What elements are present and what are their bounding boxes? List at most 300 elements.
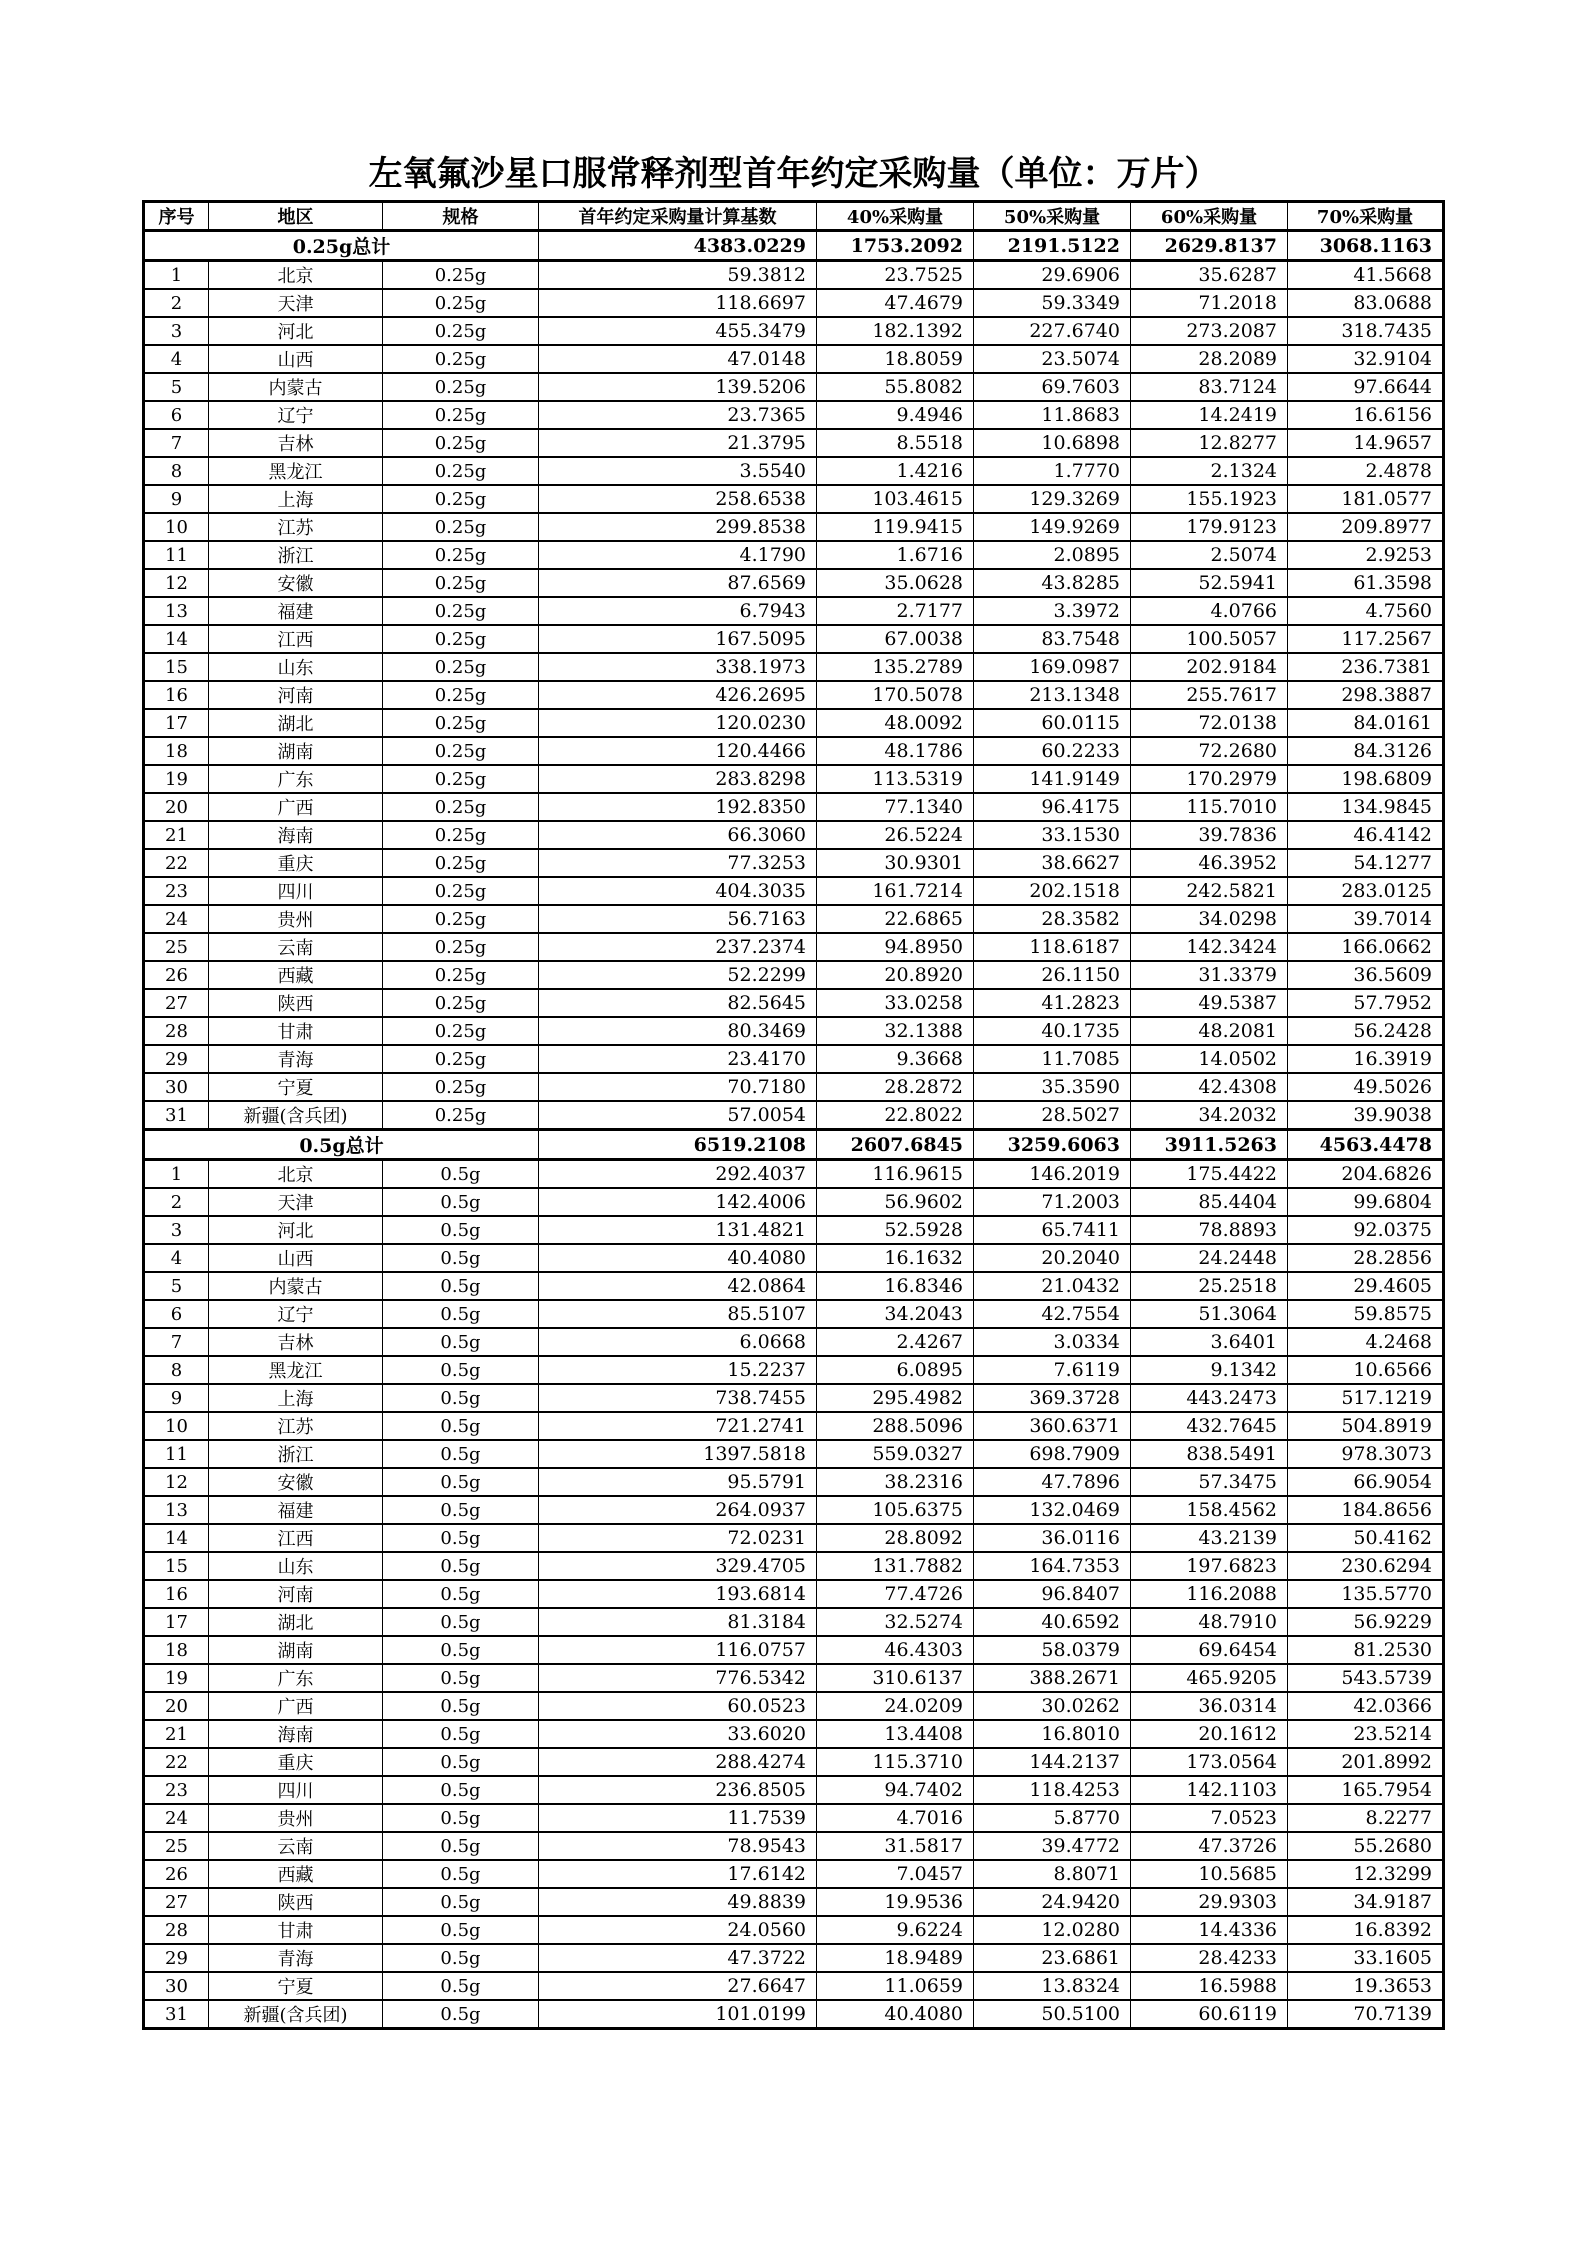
spec-cell: 0.25g (383, 877, 539, 905)
qty-70-cell: 57.7952 (1288, 989, 1444, 1017)
base-qty-cell: 258.6538 (539, 485, 817, 513)
qty-50-cell: 118.6187 (974, 933, 1131, 961)
base-qty-cell: 56.7163 (539, 905, 817, 933)
qty-70-cell: 165.7954 (1288, 1776, 1444, 1804)
base-qty-cell: 95.5791 (539, 1468, 817, 1496)
qty-60-cell: 72.2680 (1131, 737, 1288, 765)
table-row (144, 401, 1444, 429)
qty-70-cell: 56.2428 (1288, 1017, 1444, 1045)
qty-60-cell: 48.7910 (1131, 1608, 1288, 1636)
qty-70-cell: 517.1219 (1288, 1384, 1444, 1412)
region-cell: 西藏 (209, 1860, 383, 1888)
qty-70-cell: 283.0125 (1288, 877, 1444, 905)
qty-50-cell: 50.5100 (974, 2000, 1131, 2029)
qty-50-cell: 40.6592 (974, 1608, 1131, 1636)
region-cell: 江苏 (209, 513, 383, 541)
qty-40-cell: 9.4946 (817, 401, 974, 429)
region-cell: 河北 (209, 317, 383, 345)
qty-70-cell: 117.2567 (1288, 625, 1444, 653)
base-qty-cell: 85.5107 (539, 1300, 817, 1328)
table-row (144, 1045, 1444, 1073)
base-qty-cell: 49.8839 (539, 1888, 817, 1916)
spec-cell: 0.5g (383, 1636, 539, 1664)
table-row (144, 625, 1444, 653)
row-index-cell: 27 (144, 1888, 209, 1916)
row-index-cell: 21 (144, 821, 209, 849)
base-qty-cell: 1397.5818 (539, 1440, 817, 1468)
table-row (144, 1160, 1444, 1189)
base-qty-cell: 4.1790 (539, 541, 817, 569)
qty-40-cell: 94.7402 (817, 1776, 974, 1804)
qty-60-cell: 14.2419 (1131, 401, 1288, 429)
qty-40-cell: 7.0457 (817, 1860, 974, 1888)
spec-cell: 0.25g (383, 793, 539, 821)
qty-50-cell: 227.6740 (974, 317, 1131, 345)
spec-cell: 0.5g (383, 1356, 539, 1384)
qty-60-cell: 36.0314 (1131, 1692, 1288, 1720)
spec-cell: 0.5g (383, 1188, 539, 1216)
row-index-cell: 2 (144, 1188, 209, 1216)
table-row (144, 1300, 1444, 1328)
region-cell: 广西 (209, 1692, 383, 1720)
spec-cell: 0.5g (383, 1440, 539, 1468)
table-row (144, 1244, 1444, 1272)
row-index-cell: 29 (144, 1045, 209, 1073)
table-row (144, 597, 1444, 625)
base-qty-cell: 40.4080 (539, 1244, 817, 1272)
table-row (144, 1944, 1444, 1972)
row-index-cell: 26 (144, 961, 209, 989)
table-row (144, 1216, 1444, 1244)
qty-70-cell: 16.6156 (1288, 401, 1444, 429)
base-qty-cell: 23.7365 (539, 401, 817, 429)
qty-40-cell: 13.4408 (817, 1720, 974, 1748)
base-qty-cell: 120.4466 (539, 737, 817, 765)
region-cell: 安徽 (209, 569, 383, 597)
qty-70-cell: 83.0688 (1288, 289, 1444, 317)
table-row (144, 793, 1444, 821)
qty-70-cell: 184.8656 (1288, 1496, 1444, 1524)
qty-60-cell: 9.1342 (1131, 1356, 1288, 1384)
base-qty-cell: 142.4006 (539, 1188, 817, 1216)
spec-cell: 0.25g (383, 401, 539, 429)
base-qty-cell: 721.2741 (539, 1412, 817, 1440)
qty-60-cell: 39.7836 (1131, 821, 1288, 849)
row-index-cell: 11 (144, 541, 209, 569)
procurement-table (142, 200, 1445, 2030)
spec-cell: 0.5g (383, 1748, 539, 1776)
table-row (144, 1412, 1444, 1440)
qty-70-cell: 318.7435 (1288, 317, 1444, 345)
spec-cell: 0.25g (383, 989, 539, 1017)
qty-70-cell: 19.3653 (1288, 1972, 1444, 2000)
base-qty-cell: 70.7180 (539, 1073, 817, 1101)
spec-cell: 0.5g (383, 1300, 539, 1328)
qty-40-cell: 52.5928 (817, 1216, 974, 1244)
row-index-cell: 3 (144, 1216, 209, 1244)
qty-60-cell: 42.4308 (1131, 1073, 1288, 1101)
base-qty-cell: 27.6647 (539, 1972, 817, 2000)
section-total-value: 4383.0229 (539, 231, 817, 261)
spec-cell: 0.25g (383, 1073, 539, 1101)
spec-cell: 0.25g (383, 541, 539, 569)
qty-70-cell: 54.1277 (1288, 849, 1444, 877)
qty-70-cell: 50.4162 (1288, 1524, 1444, 1552)
qty-60-cell: 465.9205 (1131, 1664, 1288, 1692)
row-index-cell: 30 (144, 1073, 209, 1101)
region-cell: 山东 (209, 1552, 383, 1580)
qty-60-cell: 443.2473 (1131, 1384, 1288, 1412)
qty-60-cell: 175.4422 (1131, 1160, 1288, 1189)
qty-40-cell: 56.9602 (817, 1188, 974, 1216)
spec-cell: 0.5g (383, 1580, 539, 1608)
qty-60-cell: 49.5387 (1131, 989, 1288, 1017)
base-qty-cell: 6.0668 (539, 1328, 817, 1356)
table-row (144, 457, 1444, 485)
row-index-cell: 23 (144, 877, 209, 905)
qty-70-cell: 2.4878 (1288, 457, 1444, 485)
qty-70-cell: 135.5770 (1288, 1580, 1444, 1608)
qty-50-cell: 202.1518 (974, 877, 1131, 905)
region-cell: 甘肃 (209, 1916, 383, 1944)
column-header: 首年约定采购量计算基数 (539, 202, 817, 231)
region-cell: 海南 (209, 1720, 383, 1748)
spec-cell: 0.5g (383, 1944, 539, 1972)
row-index-cell: 25 (144, 933, 209, 961)
qty-60-cell: 20.1612 (1131, 1720, 1288, 1748)
base-qty-cell: 299.8538 (539, 513, 817, 541)
spec-cell: 0.25g (383, 933, 539, 961)
row-index-cell: 15 (144, 653, 209, 681)
spec-cell: 0.25g (383, 429, 539, 457)
qty-70-cell: 201.8992 (1288, 1748, 1444, 1776)
qty-60-cell: 202.9184 (1131, 653, 1288, 681)
region-cell: 内蒙古 (209, 1272, 383, 1300)
qty-40-cell: 135.2789 (817, 653, 974, 681)
base-qty-cell: 193.6814 (539, 1580, 817, 1608)
qty-70-cell: 16.3919 (1288, 1045, 1444, 1073)
qty-50-cell: 16.8010 (974, 1720, 1131, 1748)
qty-40-cell: 31.5817 (817, 1832, 974, 1860)
spec-cell: 0.5g (383, 1608, 539, 1636)
row-index-cell: 9 (144, 485, 209, 513)
base-qty-cell: 236.8505 (539, 1776, 817, 1804)
base-qty-cell: 47.0148 (539, 345, 817, 373)
spec-cell: 0.25g (383, 709, 539, 737)
qty-50-cell: 3.0334 (974, 1328, 1131, 1356)
table-row (144, 541, 1444, 569)
spec-cell: 0.25g (383, 597, 539, 625)
qty-60-cell: 179.9123 (1131, 513, 1288, 541)
row-index-cell: 20 (144, 793, 209, 821)
base-qty-cell: 17.6142 (539, 1860, 817, 1888)
qty-60-cell: 60.6119 (1131, 2000, 1288, 2029)
spec-cell: 0.25g (383, 513, 539, 541)
base-qty-cell: 139.5206 (539, 373, 817, 401)
row-index-cell: 5 (144, 1272, 209, 1300)
qty-40-cell: 94.8950 (817, 933, 974, 961)
spec-cell: 0.5g (383, 1272, 539, 1300)
row-index-cell: 18 (144, 1636, 209, 1664)
qty-70-cell: 42.0366 (1288, 1692, 1444, 1720)
qty-40-cell: 170.5078 (817, 681, 974, 709)
table-row (144, 1524, 1444, 1552)
qty-40-cell: 32.1388 (817, 1017, 974, 1045)
spec-cell: 0.25g (383, 1045, 539, 1073)
qty-50-cell: 41.2823 (974, 989, 1131, 1017)
table-row (144, 1804, 1444, 1832)
qty-50-cell: 26.1150 (974, 961, 1131, 989)
table-row (144, 1552, 1444, 1580)
table-header (144, 202, 1444, 231)
qty-50-cell: 23.6861 (974, 1944, 1131, 1972)
table-row (144, 345, 1444, 373)
region-cell: 宁夏 (209, 1972, 383, 2000)
region-cell: 北京 (209, 1160, 383, 1189)
qty-60-cell: 83.7124 (1131, 373, 1288, 401)
base-qty-cell: 82.5645 (539, 989, 817, 1017)
qty-70-cell: 39.9038 (1288, 1101, 1444, 1130)
base-qty-cell: 77.3253 (539, 849, 817, 877)
region-cell: 福建 (209, 1496, 383, 1524)
qty-40-cell: 103.4615 (817, 485, 974, 513)
qty-70-cell: 97.6644 (1288, 373, 1444, 401)
row-index-cell: 1 (144, 1160, 209, 1189)
qty-60-cell: 72.0138 (1131, 709, 1288, 737)
row-index-cell: 22 (144, 1748, 209, 1776)
row-index-cell: 27 (144, 989, 209, 1017)
row-index-cell: 23 (144, 1776, 209, 1804)
qty-50-cell: 118.4253 (974, 1776, 1131, 1804)
qty-50-cell: 47.7896 (974, 1468, 1131, 1496)
qty-60-cell: 43.2139 (1131, 1524, 1288, 1552)
page-title: 左氧氟沙星口服常释剂型首年约定采购量（单位：万片） (368, 154, 1219, 194)
qty-40-cell: 34.2043 (817, 1300, 974, 1328)
qty-40-cell: 48.0092 (817, 709, 974, 737)
qty-50-cell: 60.2233 (974, 737, 1131, 765)
region-cell: 湖南 (209, 1636, 383, 1664)
qty-60-cell: 170.2979 (1131, 765, 1288, 793)
qty-50-cell: 360.6371 (974, 1412, 1131, 1440)
row-index-cell: 2 (144, 289, 209, 317)
qty-40-cell: 48.1786 (817, 737, 974, 765)
qty-60-cell: 432.7645 (1131, 1412, 1288, 1440)
qty-50-cell: 69.7603 (974, 373, 1131, 401)
qty-40-cell: 35.0628 (817, 569, 974, 597)
qty-70-cell: 134.9845 (1288, 793, 1444, 821)
row-index-cell: 12 (144, 569, 209, 597)
qty-40-cell: 9.3668 (817, 1045, 974, 1073)
qty-50-cell: 30.0262 (974, 1692, 1131, 1720)
qty-50-cell: 164.7353 (974, 1552, 1131, 1580)
qty-70-cell: 181.0577 (1288, 485, 1444, 513)
spec-cell: 0.5g (383, 1524, 539, 1552)
qty-60-cell: 2.1324 (1131, 457, 1288, 485)
qty-70-cell: 99.6804 (1288, 1188, 1444, 1216)
table-row (144, 1636, 1444, 1664)
base-qty-cell: 59.3812 (539, 261, 817, 290)
base-qty-cell: 118.6697 (539, 289, 817, 317)
row-index-cell: 11 (144, 1440, 209, 1468)
base-qty-cell: 292.4037 (539, 1160, 817, 1189)
qty-50-cell: 7.6119 (974, 1356, 1131, 1384)
table-row (144, 1468, 1444, 1496)
qty-60-cell: 85.4404 (1131, 1188, 1288, 1216)
qty-70-cell: 209.8977 (1288, 513, 1444, 541)
qty-60-cell: 25.2518 (1131, 1272, 1288, 1300)
section-total-value: 2629.8137 (1131, 231, 1288, 261)
qty-70-cell: 39.7014 (1288, 905, 1444, 933)
base-qty-cell: 455.3479 (539, 317, 817, 345)
qty-50-cell: 40.1735 (974, 1017, 1131, 1045)
row-index-cell: 28 (144, 1017, 209, 1045)
base-qty-cell: 47.3722 (539, 1944, 817, 1972)
table-row (144, 569, 1444, 597)
spec-cell: 0.25g (383, 737, 539, 765)
table-row (144, 709, 1444, 737)
qty-40-cell: 18.8059 (817, 345, 974, 373)
qty-60-cell: 16.5988 (1131, 1972, 1288, 2000)
spec-cell: 0.25g (383, 849, 539, 877)
qty-60-cell: 2.5074 (1131, 541, 1288, 569)
region-cell: 贵州 (209, 1804, 383, 1832)
qty-60-cell: 47.3726 (1131, 1832, 1288, 1860)
qty-40-cell: 116.9615 (817, 1160, 974, 1189)
base-qty-cell: 42.0864 (539, 1272, 817, 1300)
qty-40-cell: 46.4303 (817, 1636, 974, 1664)
qty-60-cell: 48.2081 (1131, 1017, 1288, 1045)
qty-60-cell: 142.1103 (1131, 1776, 1288, 1804)
base-qty-cell: 87.6569 (539, 569, 817, 597)
region-cell: 湖北 (209, 709, 383, 737)
qty-60-cell: 24.2448 (1131, 1244, 1288, 1272)
spec-cell: 0.5g (383, 1972, 539, 2000)
table-row (144, 1748, 1444, 1776)
table-row (144, 1272, 1444, 1300)
row-index-cell: 17 (144, 1608, 209, 1636)
qty-70-cell: 56.9229 (1288, 1608, 1444, 1636)
region-cell: 河南 (209, 1580, 383, 1608)
row-index-cell: 7 (144, 1328, 209, 1356)
region-cell: 河南 (209, 681, 383, 709)
spec-cell: 0.25g (383, 1101, 539, 1130)
qty-50-cell: 35.3590 (974, 1073, 1131, 1101)
section-total-label: 0.5g总计 (144, 1130, 539, 1160)
table-row (144, 1328, 1444, 1356)
spec-cell: 0.25g (383, 261, 539, 290)
base-qty-cell: 288.4274 (539, 1748, 817, 1776)
table-row (144, 1776, 1444, 1804)
row-index-cell: 20 (144, 1692, 209, 1720)
spec-cell: 0.25g (383, 485, 539, 513)
row-index-cell: 17 (144, 709, 209, 737)
spec-cell: 0.25g (383, 653, 539, 681)
base-qty-cell: 52.2299 (539, 961, 817, 989)
qty-60-cell: 4.0766 (1131, 597, 1288, 625)
table-row (144, 737, 1444, 765)
section-total-value: 2191.5122 (974, 231, 1131, 261)
region-cell: 陕西 (209, 1888, 383, 1916)
qty-40-cell: 24.0209 (817, 1692, 974, 1720)
base-qty-cell: 426.2695 (539, 681, 817, 709)
table-row (144, 261, 1444, 290)
qty-70-cell: 32.9104 (1288, 345, 1444, 373)
table-row (144, 513, 1444, 541)
qty-60-cell: 100.5057 (1131, 625, 1288, 653)
table-row (144, 1860, 1444, 1888)
qty-70-cell: 230.6294 (1288, 1552, 1444, 1580)
qty-50-cell: 388.2671 (974, 1664, 1131, 1692)
row-index-cell: 8 (144, 457, 209, 485)
table-row (144, 429, 1444, 457)
qty-70-cell: 36.5609 (1288, 961, 1444, 989)
header-row (144, 202, 1444, 231)
qty-70-cell: 198.6809 (1288, 765, 1444, 793)
row-index-cell: 24 (144, 905, 209, 933)
qty-60-cell: 116.2088 (1131, 1580, 1288, 1608)
qty-40-cell: 4.7016 (817, 1804, 974, 1832)
row-index-cell: 28 (144, 1916, 209, 1944)
qty-70-cell: 28.2856 (1288, 1244, 1444, 1272)
table-row (144, 1017, 1444, 1045)
qty-50-cell: 60.0115 (974, 709, 1131, 737)
qty-70-cell: 29.4605 (1288, 1272, 1444, 1300)
row-index-cell: 7 (144, 429, 209, 457)
row-index-cell: 18 (144, 737, 209, 765)
row-index-cell: 14 (144, 625, 209, 653)
region-cell: 广东 (209, 1664, 383, 1692)
qty-50-cell: 24.9420 (974, 1888, 1131, 1916)
qty-70-cell: 59.8575 (1288, 1300, 1444, 1328)
qty-70-cell: 14.9657 (1288, 429, 1444, 457)
region-cell: 四川 (209, 1776, 383, 1804)
spec-cell: 0.5g (383, 1216, 539, 1244)
region-cell: 福建 (209, 597, 383, 625)
qty-50-cell: 39.4772 (974, 1832, 1131, 1860)
region-cell: 上海 (209, 1384, 383, 1412)
row-index-cell: 12 (144, 1468, 209, 1496)
qty-40-cell: 2.4267 (817, 1328, 974, 1356)
qty-50-cell: 71.2003 (974, 1188, 1131, 1216)
row-index-cell: 24 (144, 1804, 209, 1832)
qty-40-cell: 295.4982 (817, 1384, 974, 1412)
qty-50-cell: 149.9269 (974, 513, 1131, 541)
qty-40-cell: 182.1392 (817, 317, 974, 345)
table-row (144, 1356, 1444, 1384)
spec-cell: 0.25g (383, 1017, 539, 1045)
table-row (144, 1692, 1444, 1720)
section-total-label: 0.25g总计 (144, 231, 539, 261)
base-qty-cell: 23.4170 (539, 1045, 817, 1073)
table-row (144, 2000, 1444, 2029)
qty-70-cell: 23.5214 (1288, 1720, 1444, 1748)
spec-cell: 0.5g (383, 1328, 539, 1356)
qty-50-cell: 144.2137 (974, 1748, 1131, 1776)
qty-50-cell: 33.1530 (974, 821, 1131, 849)
base-qty-cell: 21.3795 (539, 429, 817, 457)
qty-60-cell: 28.4233 (1131, 1944, 1288, 1972)
column-header: 70%采购量 (1288, 202, 1444, 231)
base-qty-cell: 116.0757 (539, 1636, 817, 1664)
row-index-cell: 6 (144, 401, 209, 429)
section-total-value: 3068.1163 (1288, 231, 1444, 261)
qty-60-cell: 115.7010 (1131, 793, 1288, 821)
qty-60-cell: 197.6823 (1131, 1552, 1288, 1580)
spec-cell: 0.5g (383, 1916, 539, 1944)
base-qty-cell: 57.0054 (539, 1101, 817, 1130)
qty-70-cell: 978.3073 (1288, 1440, 1444, 1468)
qty-60-cell: 155.1923 (1131, 485, 1288, 513)
